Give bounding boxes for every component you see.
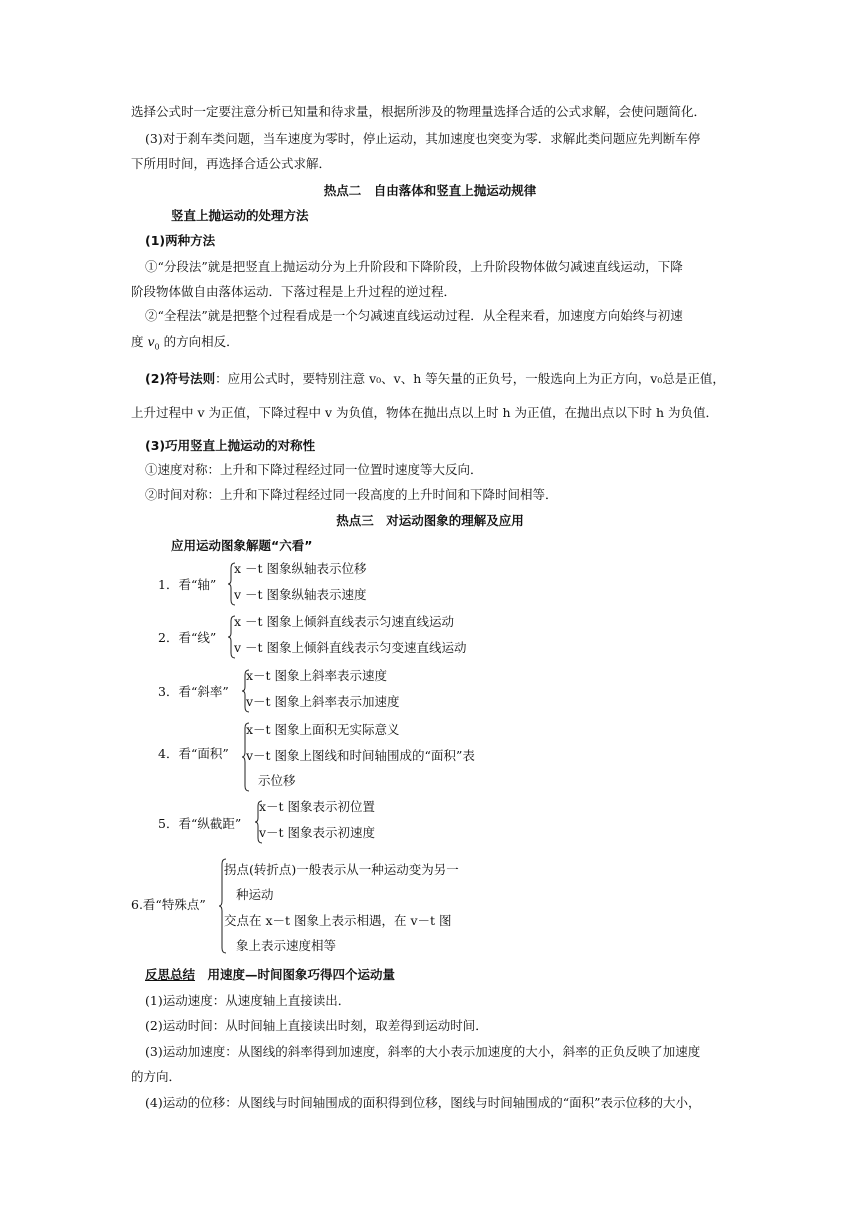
- paragraph-line: ①速度对称：上升和下降过程经过同一位置时速度等大反向．: [145, 462, 483, 477]
- item-line: x－t 图象表示初位置: [259, 799, 376, 814]
- paragraph-line: (3)对于刹车类问题，当车速度为零时，停止运动，其加速度也突变为零．求解此类问题应先判断车停: [145, 131, 701, 146]
- item-label: 5．看“纵截距”: [158, 816, 242, 831]
- paragraph-line: 阶段物体做自由落体运动．下落过程是上升过程的逆过程．: [131, 284, 457, 299]
- item-label: 1．看“轴”: [158, 577, 217, 592]
- paragraph-line: (2)符号法则：应用公式时，要特别注意 v₀、v、h 等矢量的正负号，一般选向上为正方向，v₀总是正值，: [145, 371, 725, 386]
- paragraph-line: ②时间对称：上升和下降过程经过同一段高度的上升时间和下降时间相等．: [145, 487, 558, 502]
- item-label: 6.看“特殊点”: [131, 897, 206, 912]
- subheading: (1)两种方法: [145, 233, 216, 248]
- item-line: v －t 图象纵轴表示速度: [234, 587, 367, 602]
- item-line: v－t 图象上图线和时间轴围成的“面积”表: [246, 748, 475, 763]
- paragraph-line: (1)运动速度：从速度轴上直接读出．: [145, 993, 351, 1008]
- item-line: x－t 图象上面积无实际意义: [246, 722, 400, 737]
- paragraph-line: 上升过程中 v 为正值，下降过程中 v 为负值，物体在抛出点以上时 h 为正值，在抛出点以下时 h 为负值．: [131, 405, 719, 420]
- item-label: 4．看“面积”: [158, 746, 229, 761]
- summary-heading: 反思总结 用速度—时间图象巧得四个运动量: [145, 967, 396, 982]
- item-line: 示位移: [258, 773, 296, 788]
- item-line: 种运动: [236, 887, 274, 902]
- item-label: 3．看“斜率”: [158, 684, 229, 699]
- item-label: 2．看“线”: [158, 630, 217, 645]
- section-heading: 热点二 自由落体和竖直上抛运动规律: [323, 183, 537, 198]
- paragraph-line: 度 $v_0$ 的方向相反．: [131, 334, 239, 352]
- subheading: 应用运动图象解题“六看”: [171, 538, 313, 553]
- paragraph-line: ①“分段法”就是把竖直上抛运动分为上升阶段和下降阶段，上升阶段物体做匀减速直线运动，下降: [145, 259, 683, 274]
- item-line: 象上表示速度相等: [236, 938, 337, 953]
- paragraph-line: 选择公式时一定要注意分析已知量和待求量，根据所涉及的物理量选择合适的公式求解，会使问题简化．: [131, 104, 707, 119]
- paragraph-line: 下所用时间，再选择合适公式求解．: [131, 156, 332, 171]
- item-line: x －t 图象上倾斜直线表示匀速直线运动: [234, 614, 455, 629]
- item-line: v－t 图象上斜率表示加速度: [246, 694, 400, 709]
- paragraph-line: ②“全程法”就是把整个过程看成是一个匀减速直线运动过程．从全程来看，加速度方向始终与初速: [145, 308, 683, 323]
- item-line: 拐点(转折点)一般表示从一种运动变为另一: [224, 862, 459, 877]
- paragraph-line: (3)运动加速度：从图线的斜率得到加速度，斜率的大小表示加速度的大小，斜率的正负反映了加速度: [145, 1044, 701, 1059]
- paragraph-line: (4)运动的位移：从图线与时间轴围成的面积得到位移，图线与时间轴围成的“面积”表示位移的大小，: [145, 1095, 701, 1110]
- item-line: v －t 图象上倾斜直线表示匀变速直线运动: [234, 640, 467, 655]
- paragraph-line: (2)运动时间：从时间轴上直接读出时刻，取差得到运动时间．: [145, 1018, 488, 1033]
- item-line: 交点在 x－t 图象上表示相遇，在 v－t 图: [224, 913, 452, 928]
- item-line: x－t 图象上斜率表示速度: [246, 668, 388, 683]
- item-line: v－t 图象表示初速度: [259, 825, 376, 840]
- subheading: 竖直上抛运动的处理方法: [171, 208, 309, 223]
- item-line: x －t 图象纵轴表示位移: [234, 561, 367, 576]
- subheading: (3)巧用竖直上抛运动的对称性: [145, 438, 316, 453]
- section-heading: 热点三 对运动图象的理解及应用: [336, 513, 524, 528]
- paragraph-line: 的方向．: [131, 1069, 182, 1084]
